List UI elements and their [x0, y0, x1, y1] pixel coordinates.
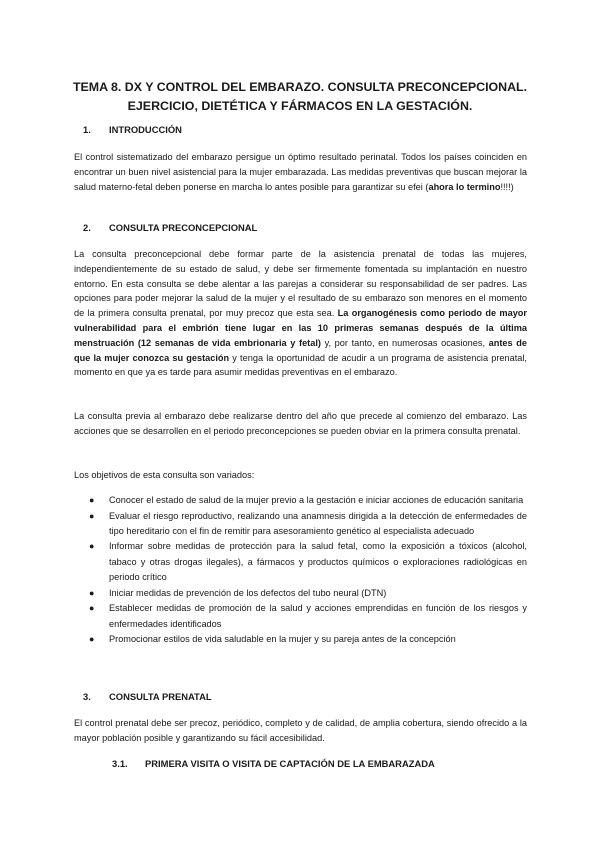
title-line-2: EJERCICIO, DIETÉTICA Y FÁRMACOS EN LA GESTACIÓN.	[127, 99, 473, 113]
subsection-title: PRIMERA VISITA O VISITA DE CAPTACIÓN DE LA EMBARAZADA	[145, 758, 435, 769]
section-title: CONSULTA PRENATAL	[109, 691, 212, 702]
objectives-intro: Los objetivos de esta consulta son variados:	[74, 470, 255, 480]
bullet-icon: ●	[89, 541, 95, 552]
section-number: 1.	[83, 124, 91, 135]
bullet-icon: ●	[89, 510, 95, 521]
subsection-number: 3.1.	[112, 758, 128, 769]
intro-paragraph: El control sistematizado del embarazo persigue un óptimo resultado perinatal. Todos los países coinciden en encontrar un buen nivel asistencial para la mujer embarazada. Las medidas preventivas que buscan mejorar la salud materno-fetal deben ponerse en marcha lo antes posible para garantizar su efei (ahora lo termino!!!!)	[74, 152, 527, 192]
bullet-icon: ●	[89, 603, 95, 614]
list-item: ● Establecer medidas de promoción de la salud y acciones emprendidas en función de los riesgos y enfermedades identificados	[89, 603, 527, 629]
preconcepcional-paragraph-1: La consulta preconcepcional debe formar parte de la asistencia prenatal de todas las mujeres, independientemente de su estado de salud, y debe ser firmemente fomentada su implantación en nuestro entorno. En esta consulta se debe alentar a las parejas a considerar su responsabilidad de ser padres. Las opciones para poder mejorar la salud de la mujer y el resultado de su embarazo son menores en el momento de la primera consulta prenatal, por muy precoz que esta sea. La organogénesis como periodo de mayor vulnerabilidad para el embrión tiene lugar en las 10 primeras semanas después de la última menstruación (12 semanas de vida embrionaria y fetal) y, por tanto, en numerosas ocasiones, antes de que la mujer conozca su gestación y tenga la oportunidad de acudir a un programa de asistencia prenatal, momento en que ya es tarde para asumir medidas preventivas en el embarazo.	[74, 249, 527, 378]
document-title	[60, 78, 540, 116]
section-number: 3.	[83, 691, 91, 702]
list-item: ● Promocionar estilos de vida saludable en la mujer y su pareja antes de la concepción	[74, 632, 527, 647]
list-item: ● Iniciar medidas de prevención de los defectos del tubo neural (DTN)	[74, 586, 527, 601]
section-title: CONSULTA PRECONCEPCIONAL	[109, 222, 258, 233]
list-item: ● Conocer el estado de salud de la mujer previo a la gestación e iniciar acciones de educación sanitaria	[74, 493, 527, 508]
list-item: ● Informar sobre medidas de protección para la salud fetal, como la exposición a tóxicos (alcohol, tabaco y otras drogas ilegales), a fármacos y productos químicos o exploraciones radiológicas en periodo crítico	[89, 541, 527, 583]
bullet-icon: ●	[89, 634, 95, 645]
bullet-icon: ●	[89, 587, 95, 598]
objectives-list	[74, 493, 527, 648]
section-title: INTRODUCCIÓN	[109, 124, 182, 135]
title-line-1: TEMA 8. DX Y CONTROL DEL EMBARAZO. CONSULTA PRECONCEPCIONAL.	[72, 80, 528, 94]
list-item: ● Evaluar el riesgo reproductivo, realizando una anamnesis dirigida a la detección de enfermedades de tipo hereditario con el fin de remitir para asesoramiento genético al especialista adecuado	[89, 510, 527, 536]
section-number: 2.	[83, 222, 91, 233]
prenatal-paragraph: El control prenatal debe ser precoz, periódico, completo y de calidad, de amplia cobertura, siendo ofrecido a la mayor población posible y garantizando su fácil accesibilidad.	[74, 718, 527, 743]
bullet-icon: ●	[89, 495, 95, 505]
preconcepcional-paragraph-2: La consulta previa al embarazo debe realizarse dentro del año que precede al comienzo del embarazo. Las acciones que se desarrollen en el periodo preconcepciones se pueden obviar en la primera consulta prenatal.	[74, 411, 527, 436]
